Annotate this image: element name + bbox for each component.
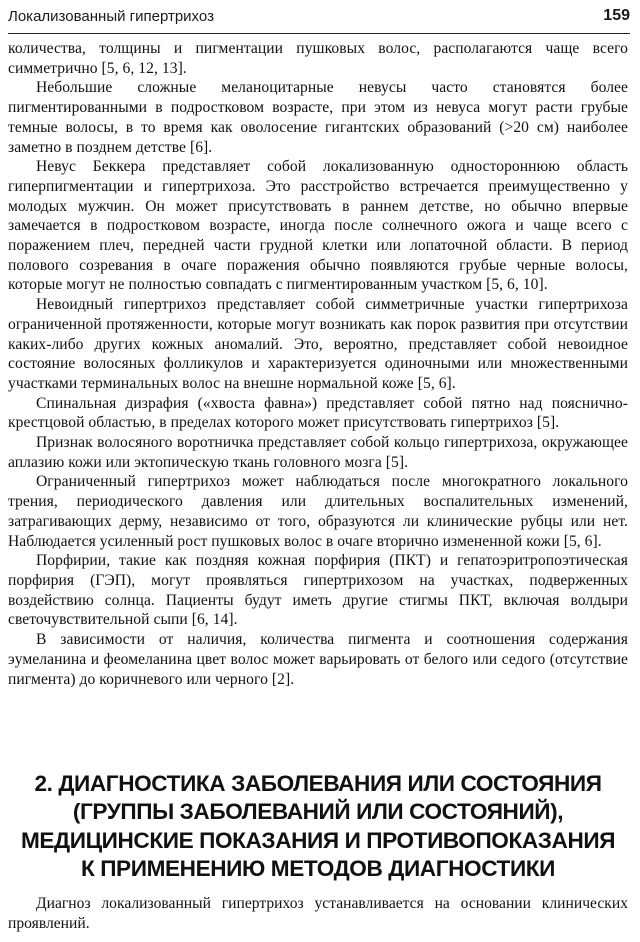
running-head (8, 6, 630, 28)
paragraph-nevoid-hypertrichosis: Невоидный гипертрихоз представляет собой симметричные участки гипертрихоза ограниченной протяженности, которые могут возникать как порок развития при отсутствии каких-либо других кожных аномалий. Это, вероятно, представляет собой невоидное состояние волосяных фолликулов и характеризуется одиночными или множественными участками терминальных волос на внешне нормальной коже [5, 6]. (8, 296, 628, 392)
section-heading-line: 2. ДИАГНОСТИКА ЗАБОЛЕВАНИЯ ИЛИ СОСТОЯНИЯ (34, 771, 602, 796)
page-number: 159 (603, 7, 630, 24)
running-head-title: Локализованный гипертрихоз (8, 8, 214, 25)
section-body (8, 894, 628, 933)
paragraph-limited-hypertrichosis: Ограниченный гипертрихоз может наблюдаться после многократного локального трения, периодического давления или длительных воспалительных изменений, затрагивающих дерму, независимо от того, образуются ли клинические рубцы или нет. Наблюдается усиленный рост пушковых волос в очаге вторично измененной кожи [5, 6]. (8, 473, 628, 550)
paragraph-becker-nevus: Невус Беккера представляет собой локализованную одностороннюю область гиперпигментации и гипертрихоза. Это расстройство встречается преимущественно у молодых мужчин. Он может присутствовать в раннем детстве, но обычно впервые замечается в подростковом возрасте, иногда после солнечного ожога и чаще всего с поражением плеч, передней части грудной клетки или лопаточной области. В период полового созревания в очаге поражения обычно появляются грубые черные волосы, которые могут не полностью совпадать с пигментированным участком [5, 6, 10]. (8, 158, 628, 294)
section-heading (8, 770, 628, 883)
paragraph-hair-collar-sign: Признак волосяного воротничка представляет собой кольцо гипертрихоза, окружающее аплазию кожи или эктопическую ткань головного мозга [5]. (8, 434, 628, 471)
paragraph-melanocytic-nevi: Небольшие сложные меланоцитарные невусы часто становятся более пигментированными в подростковом возрасте, при этом из невуса могут расти грубые темные волосы, в то время как оволосение гигантских образований (>20 см) наиболее заметно в позднем детстве [6]. (8, 79, 628, 156)
paragraph-diagnosis: Диагноз локализованный гипертрихоз устанавливается на основании клинических проявлений. (8, 895, 628, 932)
paragraph-spinal-dysraphism: Спинальная дизрафия («хвоста фавна») представляет собой пятно над пояснично-крестцовой областью, в пределах которого может присутствовать гипертрихоз [5]. (8, 394, 628, 432)
body-text (8, 39, 628, 689)
section-heading-line: К ПРИМЕНЕНИЮ МЕТОДОВ ДИАГНОСТИКИ (80, 855, 556, 881)
section-heading-line: МЕДИЦИНСКИЕ ПОКАЗАНИЯ И ПРОТИВОПОКАЗАНИЯ (20, 827, 616, 853)
paragraph-continuation: количества, толщины и пигментации пушковых волос, располагаются чаще всего симметрично [5, 6, 12, 13]. (8, 40, 628, 77)
paragraph-porphyria: Порфирии, такие как поздняя кожная порфирия (ПКТ) и гепатоэритропоэтическая порфирия (ГЭП), могут проявляться гипертрихозом на участках, подверженных воздействию солнца. Пациенты будут иметь другие стигмы ПКТ, включая волдыри светочувствительной сыпи [6, 14]. (8, 552, 628, 629)
header-rule (8, 33, 630, 34)
paragraph-hair-color: В зависимости от наличия, количества пигмента и соотношения содержания эумеланина и феомеланина цвет волос может варьировать от белого или седого (отсутствие пигмента) до коричневого или черного [2]. (8, 631, 628, 688)
section-heading-line: (ГРУППЫ ЗАБОЛЕВАНИЙ ИЛИ СОСТОЯНИЙ), (72, 799, 564, 825)
